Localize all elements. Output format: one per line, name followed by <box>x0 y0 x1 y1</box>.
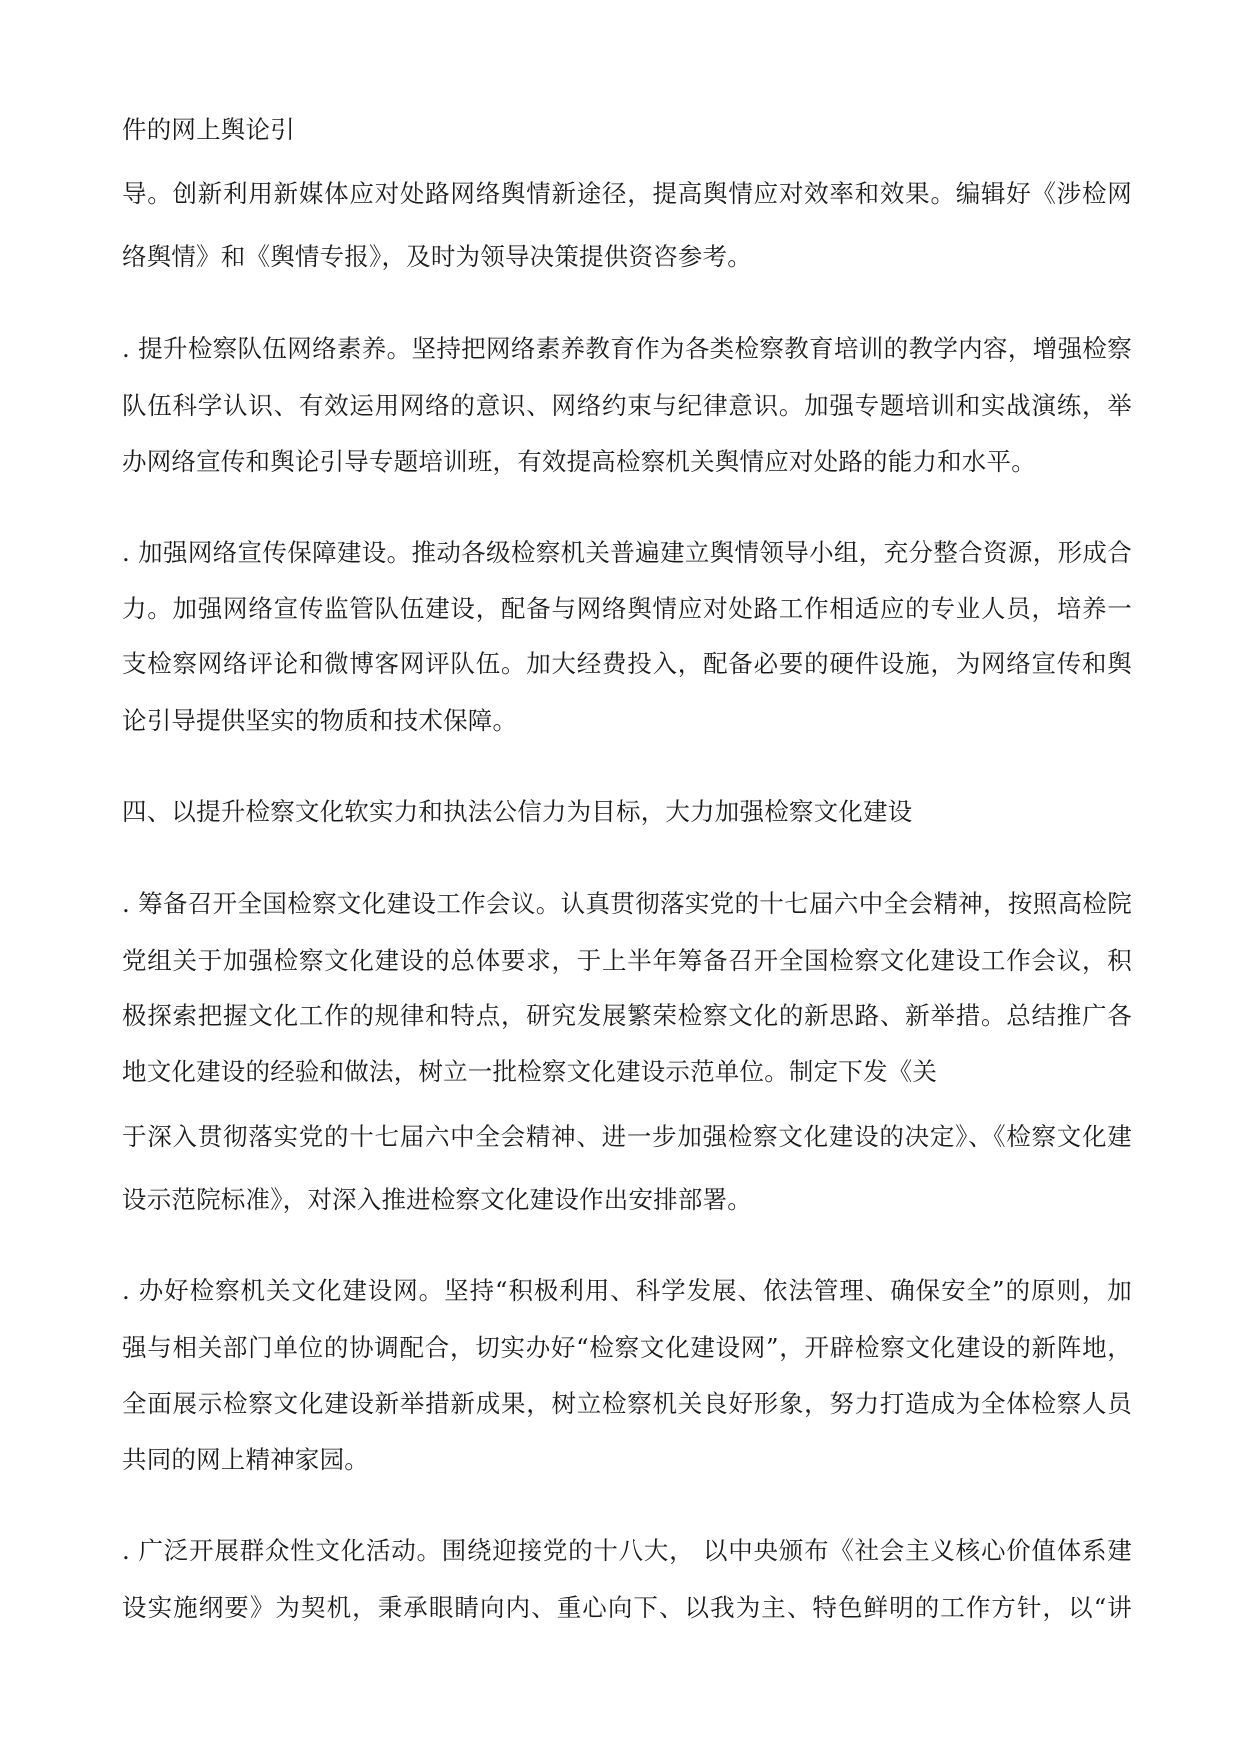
text-line: 共同的网上精神家园。 <box>122 1445 369 1474</box>
text-line: 党组关于加强检察文化建设的总体要求，于上半年筹备召开全国检察文化建设工作会议，积 <box>122 946 1132 975</box>
section-heading: 四、以提升检察文化软实力和执法公信力为目标，大力加强检察文化建设 <box>122 797 913 826</box>
text-line: 全面展示检察文化建设新举措新成果，树立检察机关良好形象，努力打造成为全体检察人员 <box>122 1389 1132 1418</box>
text-line: . 筹备召开全国检察文化建设工作会议。认真贯彻落实党的十七届六中全会精神，按照高检院 <box>122 889 1132 918</box>
text-line: . 加强网络宣传保障建设。推动各级检察机关普遍建立舆情领导小组，充分整合资源，形成合 <box>122 538 1132 567</box>
text-line: 极探索把握文化工作的规律和特点，研究发展繁荣检察文化的新思路、新举措。总结推广各 <box>122 1001 1132 1030</box>
text-line: 办网络宣传和舆论引导专题培训班，有效提高检察机关舆情应对处路的能力和水平。 <box>122 447 1036 476</box>
text-line: 于深入贯彻落实党的十七届六中全会精神、进一步加强检察文化建设的决定》、《检察文化建 <box>122 1122 1132 1151</box>
text-line: 设实施纲要》为契机，秉承眼睛向内、重心向下、以我为主、特色鲜明的工作方针，以“讲 <box>122 1593 1132 1622</box>
text-line: 论引导提供坚实的物质和技术保障。 <box>122 706 518 735</box>
text-line: 络舆情》和《舆情专报》，及时为领导决策提供资咨参考。 <box>122 242 752 271</box>
text-line: 强与相关部门单位的协调配合，切实办好“检察文化建设网”，开辟检察文化建设的新阵地， <box>122 1333 1132 1362</box>
text-line: 队伍科学认识、有效运用网络的意识、网络约束与纪律意识。加强专题培训和实战演练，举 <box>122 391 1132 420</box>
text-line: . 提升检察队伍网络素养。坚持把网络素养教育作为各类检察教育培训的教学内容，增强检察 <box>122 334 1132 363</box>
text-line: 支检察网络评论和微博客网评队伍。加大经费投入，配备必要的硬件设施，为网络宣传和舆 <box>122 649 1132 678</box>
text-line: . 办好检察机关文化建设网。坚持“积极利用、科学发展、依法管理、确保安全”的原则，加 <box>122 1276 1132 1305</box>
text-line: 地文化建设的经验和做法，树立一批检察文化建设示范单位。制定下发《关 <box>122 1057 938 1086</box>
text-line: . 广泛开展群众性文化活动。围绕迎接党的十八大， 以中央颁布《社会主义核心价值体系建 <box>122 1536 1132 1565</box>
text-line: 导。创新利用新媒体应对处路网络舆情新途径，提高舆情应对效率和效果。编辑好《涉检网 <box>122 179 1132 208</box>
text-line: 件的网上舆论引 <box>122 115 295 144</box>
text-line: 力。加强网络宣传监管队伍建设，配备与网络舆情应对处路工作相适应的专业人员，培养一 <box>122 594 1132 623</box>
text-line: 设示范院标准》，对深入推进检察文化建设作出安排部署。 <box>122 1185 752 1214</box>
